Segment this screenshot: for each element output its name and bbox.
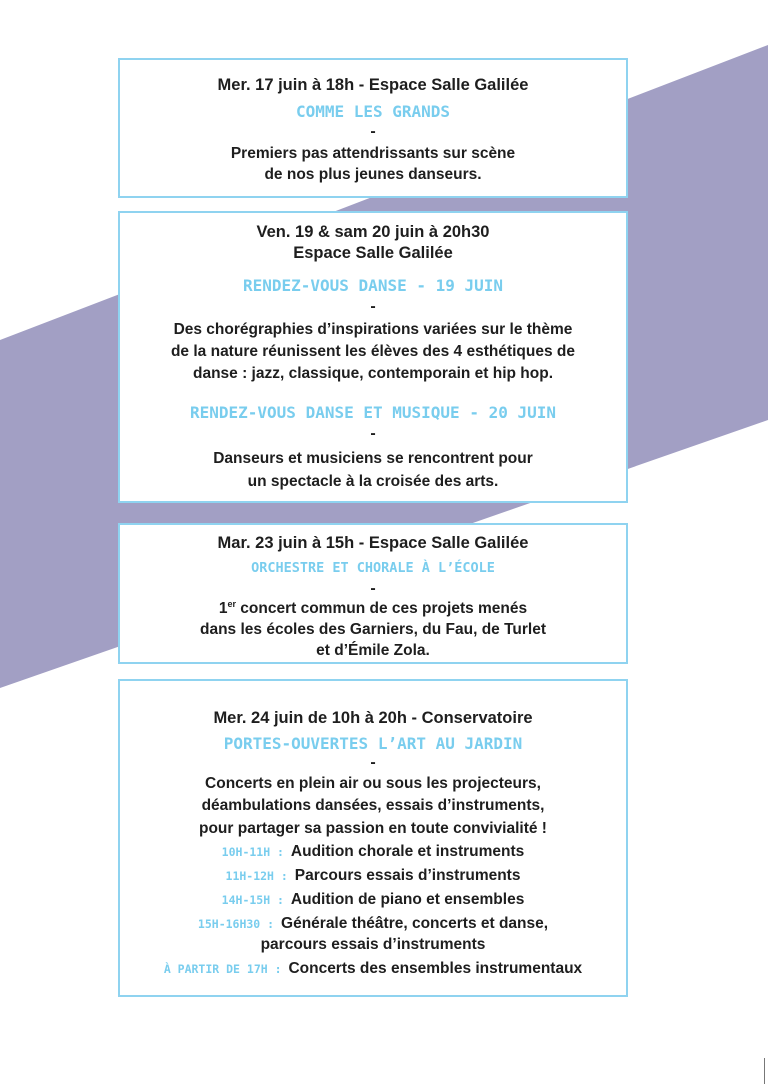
event-description-line: danse : jazz, classique, contemporain et hip hop. xyxy=(192,365,553,382)
event-description-line xyxy=(120,599,626,618)
event-title-20-juin: RENDEZ-VOUS DANSE ET MUSIQUE - 20 JUIN xyxy=(189,403,557,422)
event-description-line: de nos plus jeunes danseurs. xyxy=(264,166,482,183)
event-header-venue: Espace Salle Galilée xyxy=(293,244,453,262)
event-description-line: Premiers pas attendrissants sur scène xyxy=(230,145,516,162)
schedule-time: 11H-12H : xyxy=(225,869,295,883)
schedule-time: 10H-11H : xyxy=(221,845,291,859)
event-description-line: un spectacle à la croisée des arts. xyxy=(247,473,499,490)
event-header: Mer. 24 juin de 10h à 20h - Conservatoire xyxy=(213,709,533,727)
schedule-text: parcours essais d’instruments xyxy=(260,936,486,953)
event-description-line: dans les écoles des Garniers, du Fau, de Turlet xyxy=(200,621,546,638)
event-title: ORCHESTRE ET CHORALE À L’ÉCOLE xyxy=(251,560,495,576)
schedule-time: À PARTIR DE 17H : xyxy=(163,962,289,976)
event-description-line: Des chorégraphies d’inspirations variées sur le thème xyxy=(173,321,573,338)
schedule-item-continuation xyxy=(120,936,626,954)
event-description-line: déambulations dansées, essais d’instruments, xyxy=(201,797,545,814)
schedule-item xyxy=(120,867,626,885)
separator-dash: - xyxy=(370,754,376,771)
event-card-orchestre-chorale xyxy=(118,523,628,664)
schedule-text: Audition de piano et ensembles xyxy=(290,891,525,908)
event-description-line: et d’Émile Zola. xyxy=(316,642,430,659)
event-description-line: pour partager sa passion en toute convivialité ! xyxy=(199,820,547,837)
separator-dash: - xyxy=(370,425,376,442)
event-card-rendez-vous-danse xyxy=(118,211,628,503)
schedule-text: Générale théâtre, concerts et danse, xyxy=(281,915,549,932)
schedule-item xyxy=(120,891,626,909)
event-title-19-juin: RENDEZ-VOUS DANSE - 19 JUIN xyxy=(242,276,504,295)
schedule-item xyxy=(120,960,626,978)
separator-dash: - xyxy=(370,298,376,315)
event-header: Ven. 19 & sam 20 juin à 20h30 xyxy=(256,223,490,241)
event-header: Mar. 23 juin à 15h - Espace Salle Galilée xyxy=(217,534,529,552)
ordinal-number: 1 xyxy=(218,600,228,618)
ordinal-suffix: er xyxy=(227,599,236,609)
separator-dash: - xyxy=(370,123,376,140)
event-card-portes-ouvertes xyxy=(118,679,628,997)
page-edge-mark xyxy=(764,1058,765,1084)
schedule-time: 15H-16H30 : xyxy=(197,917,282,931)
description-text: concert commun de ces projets menés xyxy=(235,600,528,618)
event-description-line: Concerts en plein air ou sous les projecteurs, xyxy=(205,775,541,792)
event-description-line: Danseurs et musiciens se rencontrent pour xyxy=(213,450,533,467)
schedule-time: 14H-15H : xyxy=(221,893,291,907)
schedule-item xyxy=(120,843,626,861)
schedule-item xyxy=(120,915,626,933)
event-title: COMME LES GRANDS xyxy=(295,102,451,121)
event-card-comme-les-grands xyxy=(118,58,628,198)
event-description-line: de la nature réunissent les élèves des 4 esthétiques de xyxy=(170,343,576,360)
event-header: Mer. 17 juin à 18h - Espace Salle Galilée xyxy=(217,76,529,94)
schedule-text: Audition chorale et instruments xyxy=(290,843,525,860)
schedule-text: Concerts des ensembles instrumentaux xyxy=(288,960,583,977)
schedule-text: Parcours essais d’instruments xyxy=(294,867,521,884)
separator-dash: - xyxy=(370,580,376,597)
event-title: PORTES-OUVERTES L’ART AU JARDIN xyxy=(223,734,523,753)
